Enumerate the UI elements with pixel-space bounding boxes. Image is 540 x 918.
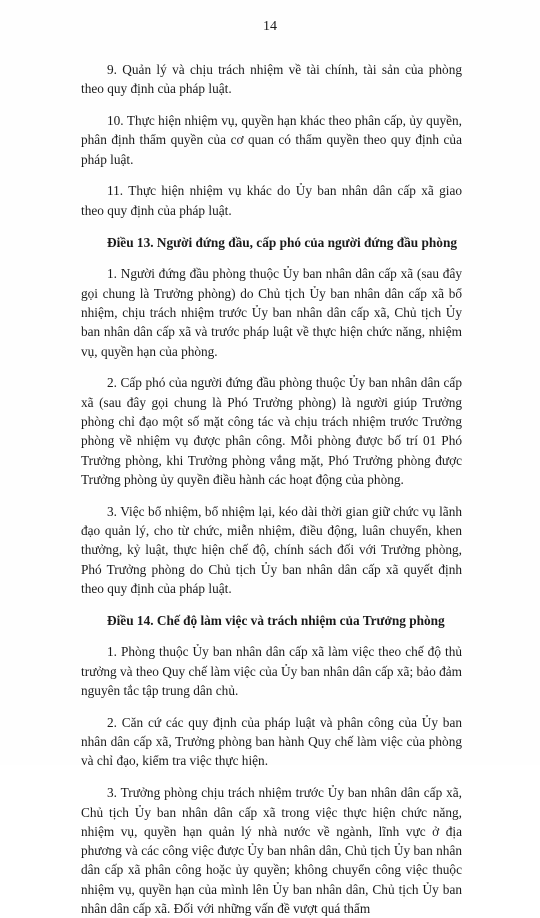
article-13-clause-1: 1. Người đứng đầu phòng thuộc Ủy ban nhân dân cấp xã (sau đây gọi chung là Trưởng phòng) do Chủ tịch Ủy ban nhân dân cấp xã bổ nhiệm, chịu trách nhiệm trước Ủy ban nhân dân cấp xã, Chủ tịch Ủy ban nhân dân cấp xã và trước pháp luật về thực hiện chức năng, nhiệm vụ, quyền hạn của phòng. <box>81 266 462 359</box>
article-14-clause-2: 2. Căn cứ các quy định của pháp luật và phân công của Ủy ban nhân dân cấp xã, Trưởng phòng ban hành Quy chế làm việc của phòng và chỉ đạo, kiểm tra việc thực hiện. <box>81 714 462 769</box>
article-14-heading: Điều 14. Chế độ làm việc và trách nhiệm của Trưởng phòng <box>107 612 445 628</box>
article-13-heading: Điều 13. Người đứng đầu, cấp phó của người đứng đầu phòng <box>107 234 457 250</box>
paragraph-item-9: 9. Quản lý và chịu trách nhiệm về tài chính, tài sản của phòng theo quy định của pháp luật. <box>81 62 462 97</box>
page-number: 14 <box>263 19 277 34</box>
document-body <box>81 60 462 918</box>
article-13-clause-2: 2. Cấp phó của người đứng đầu phòng thuộc Ủy ban nhân dân cấp xã (sau đây gọi chung là Phó Trưởng phòng) là người giúp Trưởng phòng chỉ đạo một số mặt công tác và chịu trách nhiệm trước Trưởng phòng về nhiệm vụ được phân công. Mỗi phòng được bố trí 01 Phó Trưởng phòng, khi Trưởng phòng vắng mặt, Phó Trưởng phòng được Trưởng phòng ủy quyền điều hành các hoạt động của phòng. <box>81 375 462 487</box>
article-13-clause-3: 3. Việc bổ nhiệm, bổ nhiệm lại, kéo dài thời gian giữ chức vụ lãnh đạo quản lý, cho từ chức, miễn nhiệm, điều động, luân chuyển, khen thưởng, kỷ luật, thực hiện chế độ, chính sách đối với Trưởng phòng, Phó Trưởng phòng do Chủ tịch Ủy ban nhân dân cấp xã quyết định theo quy định của pháp luật. <box>81 503 462 596</box>
article-14-clause-3: 3. Trưởng phòng chịu trách nhiệm trước Ủy ban nhân dân cấp xã, Chủ tịch Ủy ban nhân dân cấp xã trong việc thực hiện chức năng, nhiệm vụ, quyền hạn quản lý nhà nước về ngành, lĩnh vực ở địa phương và các công việc được Ủy ban nhân dân, Chủ tịch Ủy ban nhân dân cấp xã phân công hoặc ủy quyền; không chuyển công việc thuộc nhiệm vụ, quyền hạn của mình lên Ủy ban nhân dân, Chủ tịch Ủy ban nhân dân cấp xã. Đối với những vấn đề vượt quá thẩm <box>81 785 462 916</box>
article-14-clause-1: 1. Phòng thuộc Ủy ban nhân dân cấp xã làm việc theo chế độ thủ trưởng và theo Quy chế làm việc của Ủy ban nhân dân cấp xã; bảo đảm nguyên tắc tập trung dân chủ. <box>81 644 462 699</box>
paragraph-item-10: 10. Thực hiện nhiệm vụ, quyền hạn khác theo phân cấp, ủy quyền, phân định thẩm quyền của cơ quan có thẩm quyền theo quy định của pháp luật. <box>81 113 462 167</box>
paragraph-item-11: 11. Thực hiện nhiệm vụ khác do Ủy ban nhân dân cấp xã giao theo quy định của pháp luật. <box>81 183 462 218</box>
